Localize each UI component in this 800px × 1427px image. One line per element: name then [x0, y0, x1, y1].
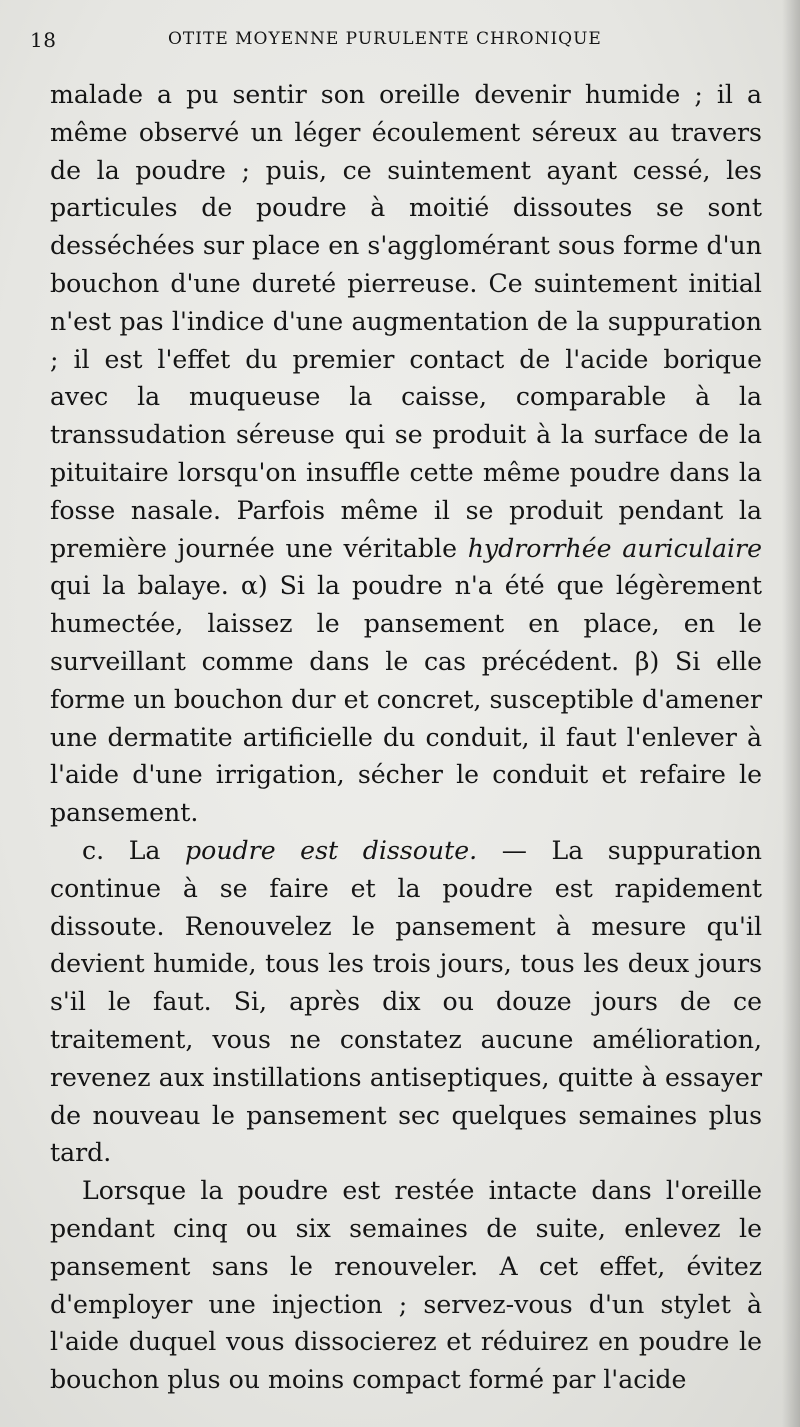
paragraph-c-italic-title: poudre est dissoute. [185, 835, 478, 865]
paragraph-final-text: Lorsque la poudre est restée intacte dans l'oreille pendant cinq ou six semaines de suite, enlevez le pansement sans le renouveler. A cet effet, évitez d'employer une injection ; servez-vous d'un stylet à l'aide duquel vous dissocierez et réduirez en poudre le bouchon plus ou moins compact formé par l'acide [50, 1176, 762, 1395]
paragraph-1-text-a: malade a pu sentir son oreille devenir humide ; il a même observé un léger écoulement séreux au travers de la poudre ; puis, ce suintement ayant cessé, les particules de poudre à moitié dissoutes se sont desséchées sur place en s'agglomérant sous forme d'un bouchon d'une dureté pierreuse. Ce suintement initial n'est pas l'indice d'une augmentation de la suppuration ; il est l'effet du premier contact de l'acide borique avec la muqueuse la caisse, comparable à la transsudation séreuse qui se produit à la surface de la pituitaire lorsqu'on insuffle cette même poudre dans la fosse nasale. Parfois même il se produit pendant la première journée une véritable [50, 80, 762, 563]
page-number: 18 [30, 28, 57, 52]
body-text [50, 76, 762, 1399]
paragraph-1-italic-term: hydrorrhée auriculaire [467, 533, 763, 563]
paragraph-c-text: — La suppuration continue à se faire et la poudre est rapidement dissoute. Renouvelez le pansement à mesure qu'il devient humide, tous les trois jours, tous les deux jours s'il le faut. Si, après dix ou douze jours de ce traitement, vous ne constatez aucune amélioration, revenez aux instillations antiseptiques, quitte à essayer de nouveau le pansement sec quelques semaines plus tard. [50, 835, 763, 1168]
paragraph-c-label: La [128, 835, 161, 865]
paragraph-final [50, 1172, 762, 1399]
running-title: OTITE MOYENNE PURULENTE CHRONIQUE [168, 29, 602, 49]
paragraph-c-marker: c. [82, 835, 105, 865]
paragraph-c [50, 832, 762, 1172]
paragraph-1-text-b: qui la balaye. α) Si la poudre n'a été que légèrement humectée, laissez le pansement en place, en le surveillant comme dans le cas précédent. β) Si elle forme un bouchon dur et concret, susceptible d'amener une dermatite artificielle du conduit, il faut l'enlever à l'aide d'une irrigation, sécher le conduit et refaire le pansement. [50, 571, 762, 828]
running-head [30, 28, 760, 58]
paragraph-continuation [50, 76, 762, 832]
